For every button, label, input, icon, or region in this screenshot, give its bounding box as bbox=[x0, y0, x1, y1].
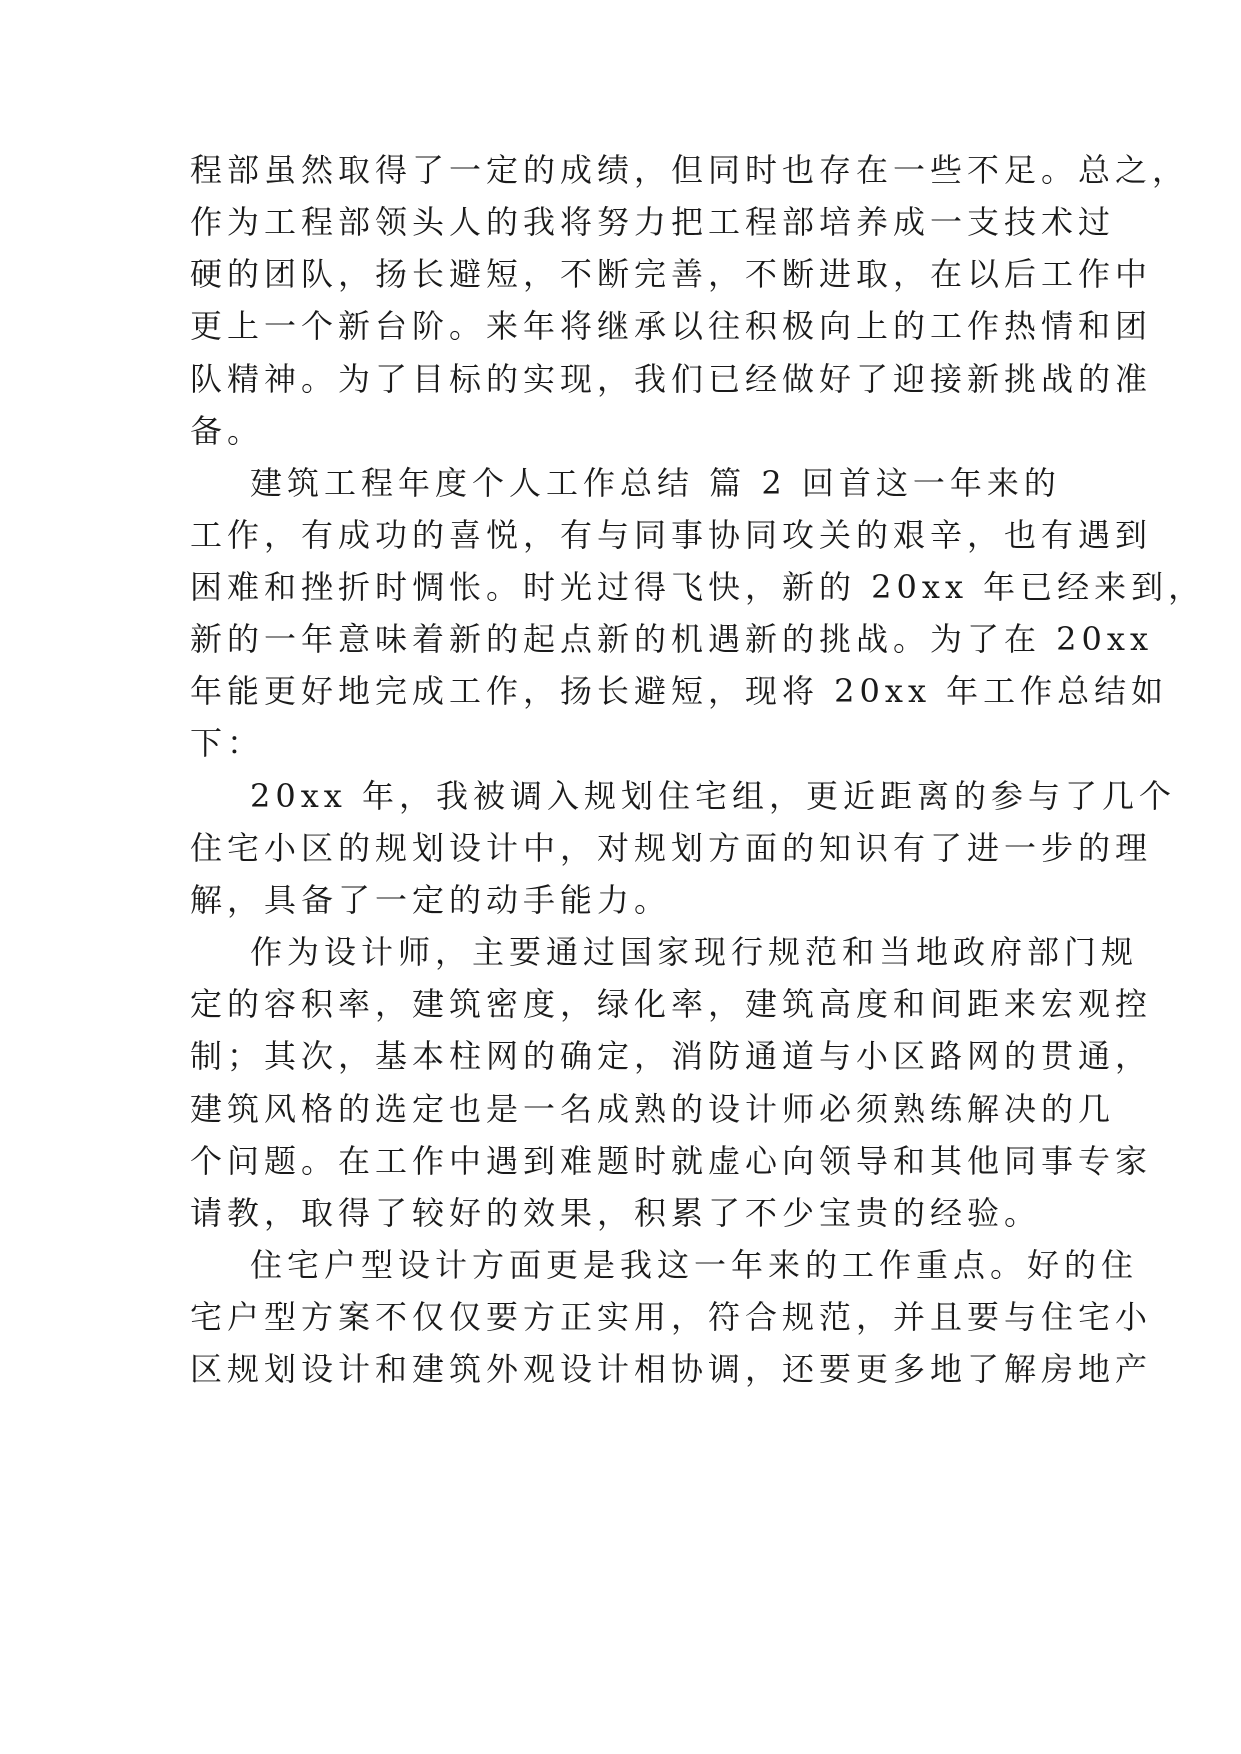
text-line: 制；其次，基本柱网的确定，消防通道与小区路网的贯通， bbox=[190, 1037, 1153, 1075]
text-line: 困难和挫折时惆怅。时光过得飞快，新的 20xx 年已经来到， bbox=[190, 568, 1206, 606]
section-heading-line: 建筑工程年度个人工作总结 篇 2 回首这一年来的 bbox=[250, 464, 1061, 502]
text-line: 工作，有成功的喜悦，有与同事协同攻关的艰辛，也有遇到 bbox=[190, 516, 1153, 554]
paragraph-first-line: 20xx 年，我被调入规划住宅组，更近距离的参与了几个 bbox=[250, 777, 1176, 815]
text-line: 请教，取得了较好的效果，积累了不少宝贵的经验。 bbox=[190, 1194, 1042, 1232]
paragraph-first-line: 作为设计师，主要通过国家现行规范和当地政府部门规 bbox=[250, 933, 1139, 971]
text-line: 新的一年意味着新的起点新的机遇新的挑战。为了在 20xx bbox=[190, 620, 1153, 658]
text-line: 队精神。为了目标的实现，我们已经做好了迎接新挑战的准 bbox=[190, 360, 1153, 398]
text-line: 定的容积率，建筑密度，绿化率，建筑高度和间距来宏观控 bbox=[190, 985, 1153, 1023]
text-line: 年能更好地完成工作，扬长避短，现将 20xx 年工作总结如 bbox=[190, 672, 1169, 710]
text-line: 建筑风格的选定也是一名成熟的设计师必须熟练解决的几 bbox=[190, 1090, 1116, 1128]
text-line: 硬的团队，扬长避短，不断完善，不断进取，在以后工作中 bbox=[190, 255, 1153, 293]
text-line: 解，具备了一定的动手能力。 bbox=[190, 881, 672, 919]
text-line: 备。 bbox=[190, 412, 265, 450]
text-line: 下： bbox=[190, 724, 265, 762]
text-line: 程部虽然取得了一定的成绩，但同时也存在一些不足。总之， bbox=[190, 151, 1190, 189]
text-line: 住宅小区的规划设计中，对规划方面的知识有了进一步的理 bbox=[190, 829, 1153, 867]
text-line: 区规划设计和建筑外观设计相协调，还要更多地了解房地产 bbox=[190, 1350, 1153, 1388]
text-line: 个问题。在工作中遇到难题时就虚心向领导和其他同事专家 bbox=[190, 1142, 1153, 1180]
text-line: 更上一个新台阶。来年将继承以往积极向上的工作热情和团 bbox=[190, 307, 1153, 345]
paragraph-first-line: 住宅户型设计方面更是我这一年来的工作重点。好的住 bbox=[250, 1246, 1139, 1284]
text-line: 宅户型方案不仅仅要方正实用，符合规范，并且要与住宅小 bbox=[190, 1298, 1153, 1336]
text-line: 作为工程部领头人的我将努力把工程部培养成一支技术过 bbox=[190, 203, 1116, 241]
